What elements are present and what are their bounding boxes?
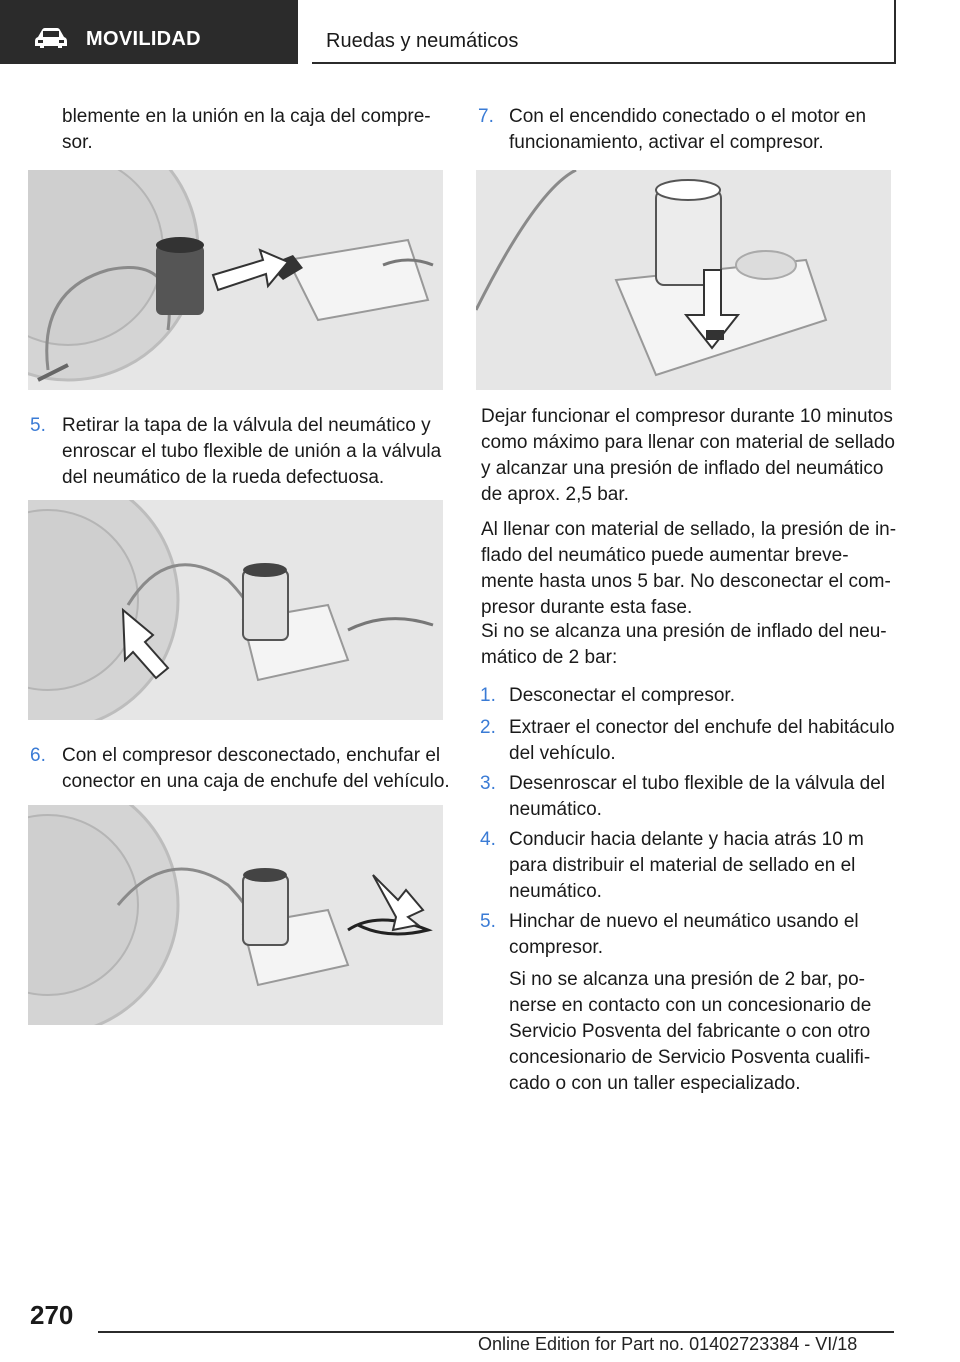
step-text: Con el compresor desconectado, enchufar el conector en una caja de enchufe del vehículo. — [62, 745, 450, 792]
list-item: Desconectar el compresor. — [509, 685, 735, 706]
step-text: Retirar la tapa de la válvula del neumático y enroscar el tubo flexible de unión a la válvula del neumático de la rueda defectuosa. — [62, 415, 442, 488]
note-text: Si no se alcanza una presión de 2 bar, po- nerse en contacto con un concesionario de Servicio Posventa del fabricante o con otro concesionario de Servicio Posventa cualifi- cado o con un taller especializado. — [509, 969, 872, 1094]
step-number: 5. — [30, 415, 46, 436]
list-number: 5. — [480, 911, 496, 932]
section-tab[interactable] — [0, 0, 298, 64]
step-number: 7. — [478, 106, 494, 127]
list-number: 4. — [480, 829, 496, 850]
step-text: Con el encendido conectado o el motor en funcionamiento, activar el compresor. — [509, 106, 867, 153]
step-number: 6. — [30, 745, 46, 766]
car-icon — [34, 27, 68, 54]
figure-compressor-activate — [476, 170, 891, 390]
paragraph: Si no se alcanza una presión de inflado del neu- mático de 2 bar: — [481, 621, 887, 668]
edition-text: Online Edition for Part no. 01402723384 - VI/18 — [478, 1334, 858, 1354]
figure-plug-connect — [28, 805, 443, 1025]
list-item: Desenroscar el tubo flexible de la válvula del neumático. — [509, 773, 885, 820]
figure-valve-connect — [28, 500, 443, 720]
list-item: Conducir hacia delante y hacia atrás 10 m para distribuir el material de sellado en el neumático. — [509, 829, 864, 902]
section-label: MOVILIDAD — [86, 28, 201, 50]
footer-divider — [98, 1331, 894, 1333]
list-item: Hinchar de nuevo el neumático usando el compresor. — [509, 911, 859, 958]
figure-compressor-connect — [28, 170, 443, 390]
chapter-label: Ruedas y neumáticos — [326, 30, 519, 52]
list-item: Extraer el conector del enchufe del habitáculo del vehículo. — [509, 717, 895, 764]
page-number: 270 — [30, 1300, 74, 1330]
paragraph: Dejar funcionar el compresor durante 10 minutos como máximo para llenar con material de sellado y alcanzar una presión de inflado del neumático de aprox. 2,5 bar. — [481, 406, 895, 505]
paragraph: Al llenar con material de sellado, la presión de in- flado del neumático puede aumentar breve- mente hasta unos 5 bar. No desconectar el com- presor durante esta fase. — [481, 519, 897, 618]
intro-text: blemente en la unión en la caja del compre- sor. — [62, 106, 431, 153]
list-number: 2. — [480, 717, 496, 738]
chapter-tab[interactable] — [312, 0, 896, 64]
list-number: 1. — [480, 685, 496, 706]
list-number: 3. — [480, 773, 496, 794]
